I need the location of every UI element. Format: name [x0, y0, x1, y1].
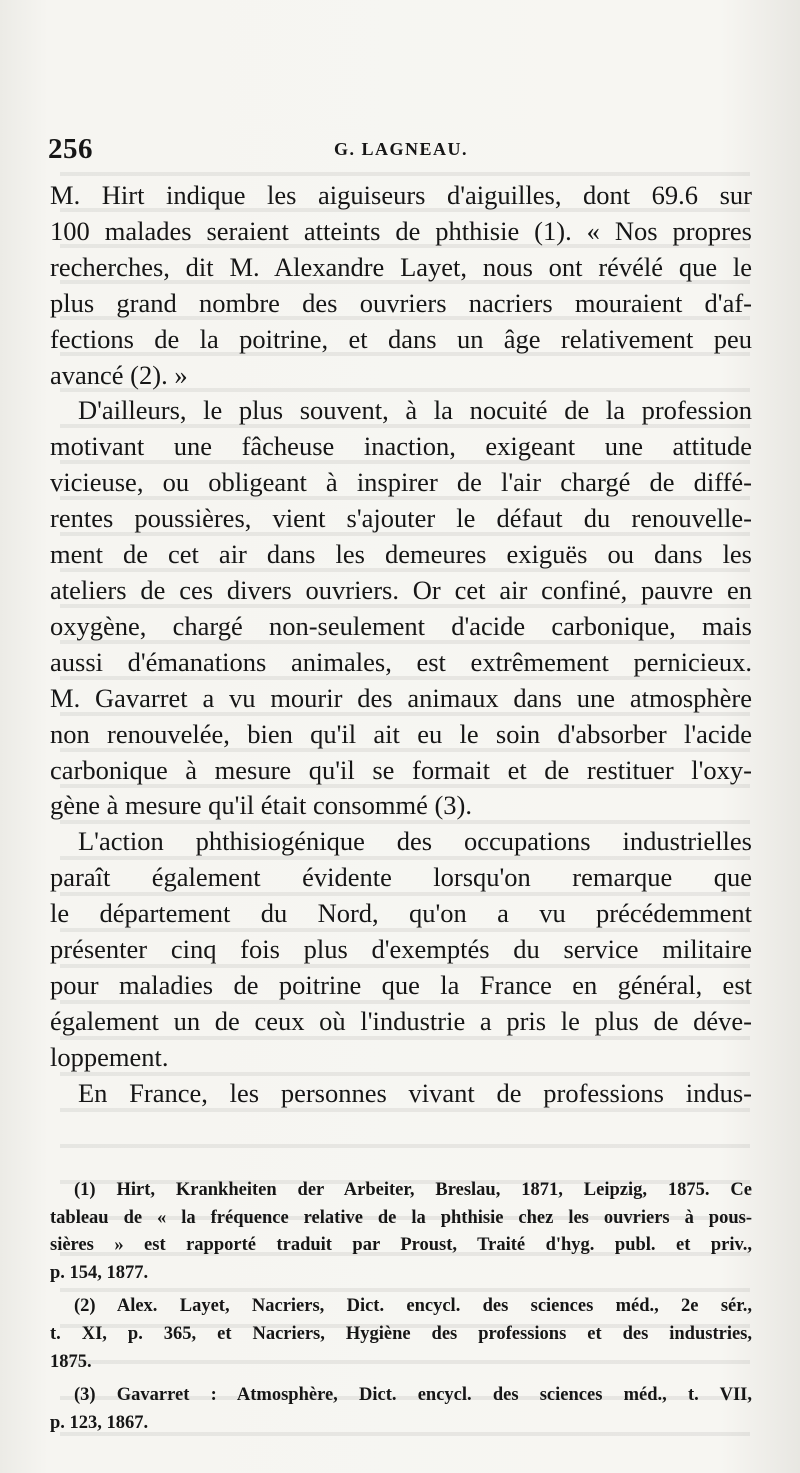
- footnote: [50, 1293, 752, 1376]
- text-line: L'action phthisiogénique des occupations industrielles: [78, 826, 752, 857]
- text-line: pour maladies de poitrine que la France en général, est: [50, 969, 752, 1000]
- text-line: non renouvelée, bien qu'il ait eu le soin d'absorber l'acide: [50, 718, 752, 749]
- text-line: présenter cinq fois plus d'exemptés du service militaire: [50, 934, 752, 965]
- text-line: carbonique à mesure qu'il se formait et de restituer l'oxy-: [50, 754, 752, 785]
- text-line: le département du Nord, qu'on a vu précédemment: [50, 898, 752, 929]
- footnote-line: tableau de « la fréquence relative de la phthisie chez les ouvriers à pous-: [50, 1207, 752, 1228]
- text-line: motivant une fâcheuse inaction, exigeant une attitude: [50, 431, 752, 462]
- text-line: M. Gavarret a vu mourir des animaux dans une atmosphère: [50, 682, 752, 713]
- footnote-line: (2) Alex. Layet, Nacriers, Dict. encycl. des sciences méd., 2e sér.,: [74, 1296, 752, 1317]
- paragraph: [50, 393, 752, 824]
- paragraph: [50, 178, 752, 393]
- text-line: également un de ceux où l'industrie a pris le plus de déve-: [50, 1005, 752, 1036]
- text-line: avancé (2). »: [50, 359, 188, 390]
- footnote-line: 1875.: [50, 1351, 92, 1372]
- footnote-line: sières » est rapporté traduit par Proust, Traité d'hyg. publ. et priv.,: [50, 1235, 752, 1256]
- text-line: 100 malades seraient atteints de phthisie (1). « Nos propres: [50, 215, 752, 246]
- text-line: gène à mesure qu'il était consommé (3).: [50, 790, 473, 821]
- text-line: vicieuse, ou obligeant à inspirer de l'air chargé de diffé-: [50, 467, 752, 498]
- text-line: loppement.: [50, 1041, 169, 1072]
- text-line: oxygène, chargé non-seulement d'acide carbonique, mais: [50, 610, 752, 641]
- text-line: ateliers de ces divers ouvriers. Or cet air confiné, pauvre en: [50, 574, 752, 605]
- text-line: fections de la poitrine, et dans un âge relativement peu: [50, 323, 752, 354]
- footnote-line: (1) Hirt, Krankheiten der Arbeiter, Breslau, 1871, Leipzig, 1875. Ce: [74, 1180, 752, 1200]
- text-line: M. Hirt indique les aiguiseurs d'aiguilles, dont 69.6 sur: [50, 180, 752, 210]
- text-line: aussi d'émanations animales, est extrêmement pernicieux.: [50, 646, 752, 677]
- page-number: 256: [48, 133, 93, 165]
- footnote: [50, 1382, 752, 1437]
- text-line: plus grand nombre des ouvriers nacriers mouraient d'af-: [50, 287, 752, 318]
- text-line: recherches, dit M. Alexandre Layet, nous ont révélé que le: [50, 251, 752, 282]
- text-line: paraît également évidente lorsqu'on remarque que: [50, 862, 752, 893]
- text-line: rentes poussières, vient s'ajouter le défaut du renouvelle-: [50, 503, 752, 534]
- footnote: [50, 1177, 752, 1287]
- footnote-line: (3) Gavarret : Atmosphère, Dict. encycl. des sciences méd., t. VII,: [74, 1385, 752, 1406]
- footnote-line: p. 123, 1867.: [50, 1412, 149, 1433]
- text-line: D'ailleurs, le plus souvent, à la nocuité de la profession: [78, 395, 752, 426]
- footnote-line: p. 154, 1877.: [50, 1262, 149, 1283]
- running-head: G. LAGNEAU.: [334, 139, 469, 159]
- footnotes: [50, 1177, 752, 1443]
- text-line: ment de cet air dans les demeures exiguës ou dans les: [50, 539, 752, 570]
- paragraph: [50, 824, 752, 1075]
- page-header: [48, 133, 748, 173]
- text-line: En France, les personnes vivant de professions indus-: [78, 1077, 752, 1108]
- body-text: [50, 178, 752, 1112]
- footnote-line: t. XI, p. 365, et Nacriers, Hygiène des professions et des industries,: [50, 1323, 752, 1344]
- paragraph: [50, 1076, 752, 1112]
